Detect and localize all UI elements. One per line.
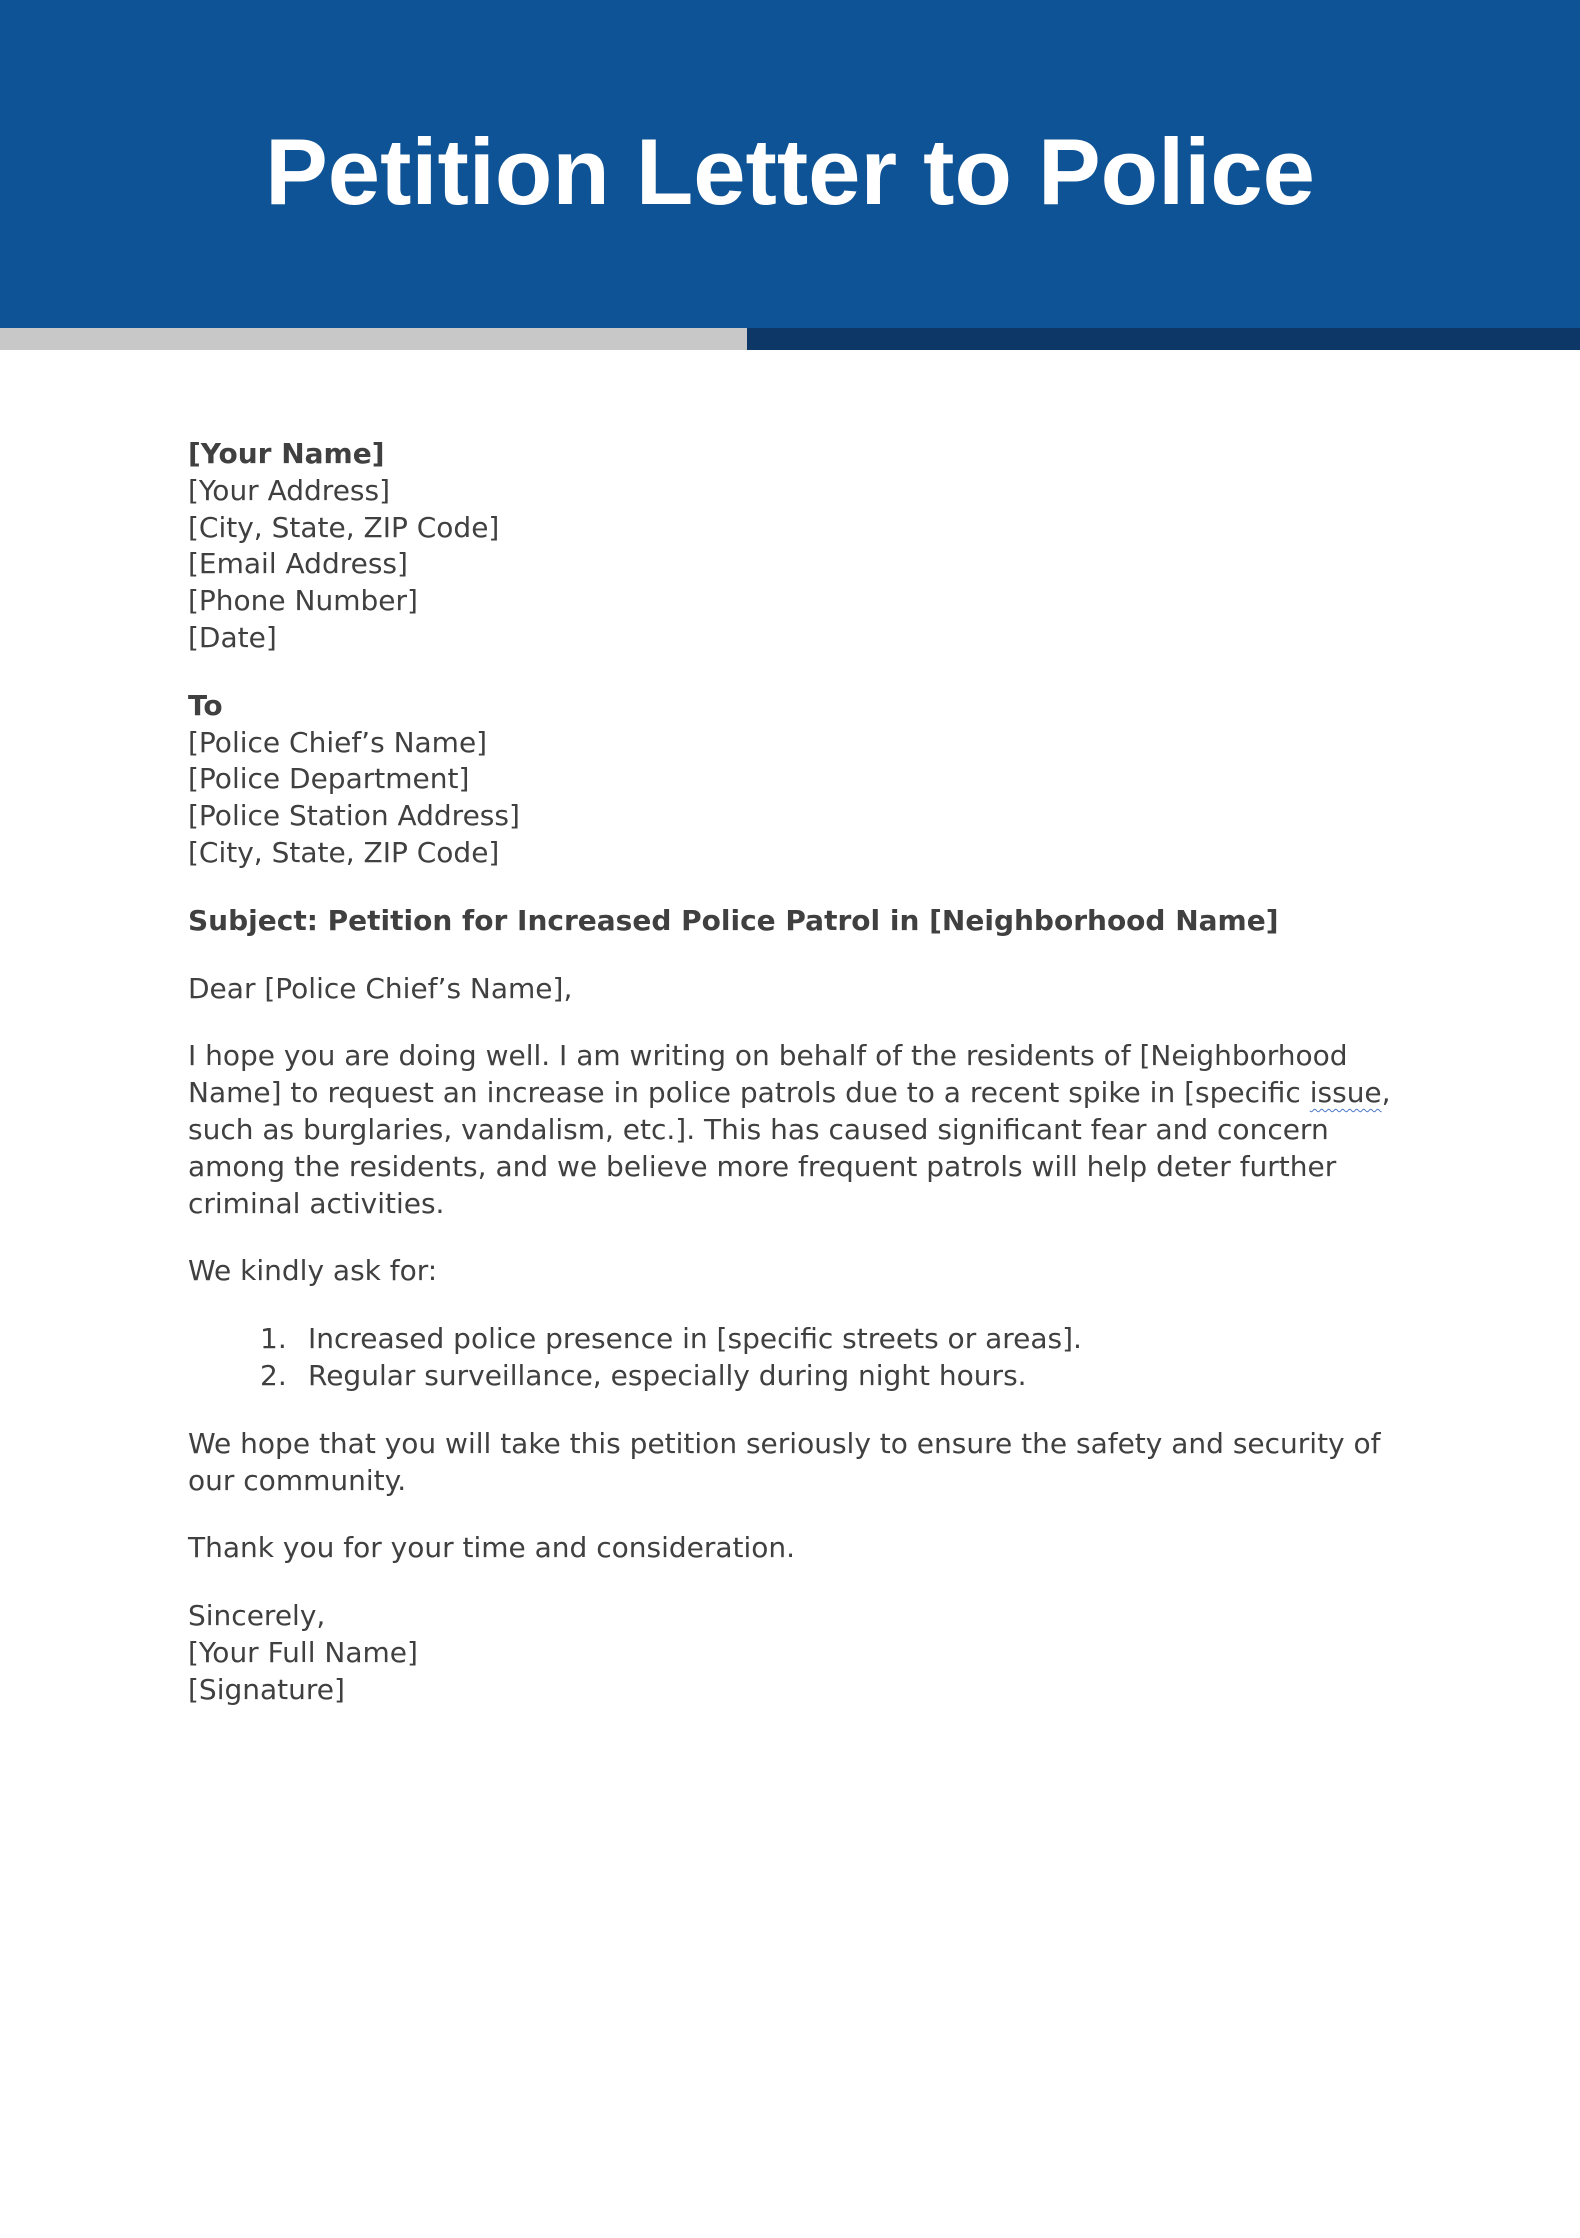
sender-address: [Your Address]	[188, 473, 391, 507]
closing-block	[188, 1598, 1408, 1708]
subject-line: Subject: Petition for Increased Police Patrol in [Neighborhood Name]	[188, 903, 1279, 937]
hope-paragraph: We hope that you will take this petition seriously to ensure the safety and security of our community.	[188, 1426, 1381, 1497]
accent-bar-navy	[747, 328, 1580, 350]
list-item	[188, 1358, 1408, 1395]
recipient-chief-name: [Police Chief’s Name]	[188, 725, 488, 759]
recipient-block	[188, 688, 1408, 872]
intro-text-part1: I hope you are doing well. I am writing on behalf of the residents of [Neighborhood Name] to request an increase in police patrols due to a recent spike in [specific	[188, 1039, 1348, 1110]
valediction: Sincerely,	[188, 1599, 326, 1633]
thanks-line: Thank you for your time and consideration.	[188, 1531, 796, 1565]
list-item-text: Regular surveillance, especially during night hours.	[308, 1358, 1027, 1392]
sender-city-state-zip: [City, State, ZIP Code]	[188, 510, 500, 544]
recipient-department: [Police Department]	[188, 762, 470, 796]
spellcheck-flagged-word: issue	[1309, 1076, 1382, 1110]
letter-body	[188, 436, 1408, 1709]
sender-phone: [Phone Number]	[188, 584, 418, 618]
sender-email: [Email Address]	[188, 547, 408, 581]
closing-signature: [Signature]	[188, 1672, 345, 1706]
salutation: Dear [Police Chief’s Name],	[188, 971, 573, 1005]
accent-bar-gray	[0, 328, 747, 350]
intro-text-part2: , such as burglaries, vandalism, etc.]. This has caused significant fear and concern among the residents, and we believe more frequent patrols will help deter further criminal activities.	[188, 1076, 1391, 1220]
closing-full-name: [Your Full Name]	[188, 1635, 418, 1669]
ask-intro: We kindly ask for:	[188, 1254, 438, 1288]
recipient-station-address: [Police Station Address]	[188, 799, 520, 833]
recipient-to-label: To	[188, 688, 223, 722]
list-item-number: 1.	[260, 1322, 287, 1356]
intro-paragraph	[188, 1038, 1408, 1222]
sender-name: [Your Name]	[188, 437, 385, 470]
recipient-city-state-zip: [City, State, ZIP Code]	[188, 835, 500, 869]
list-item	[188, 1321, 1408, 1358]
page-title: Petition Letter to Police	[265, 119, 1315, 224]
sender-date: [Date]	[188, 620, 277, 654]
list-item-number: 2.	[260, 1358, 287, 1392]
request-list	[188, 1321, 1408, 1395]
sender-block	[188, 436, 1408, 657]
list-item-text: Increased police presence in [specific streets or areas].	[308, 1322, 1082, 1356]
